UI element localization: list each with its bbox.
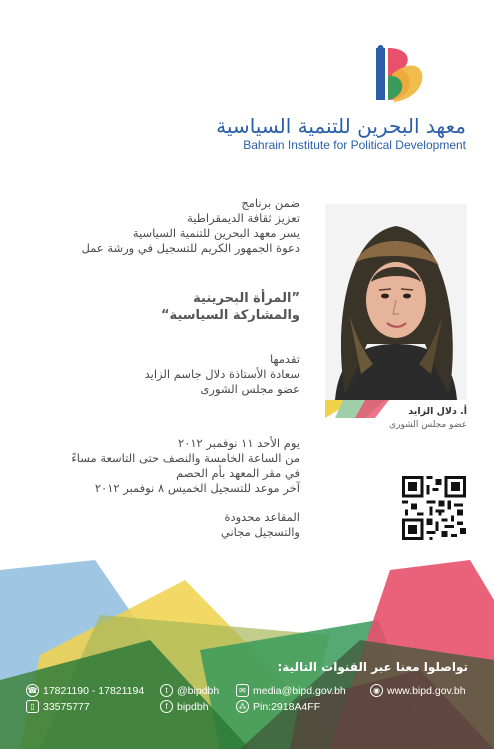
twitter-icon: t (160, 684, 173, 697)
presenter-line: عضو مجلس الشورى (200, 382, 300, 396)
intro-line: يسر معهد البحرين للتنمية السياسية (132, 226, 300, 240)
bbm-pin: Pin:2918A4FF (253, 700, 321, 713)
schedule-line: في مقر المعهد بأم الحصم (176, 466, 300, 480)
mobile-contact[interactable] (26, 700, 90, 713)
workshop-title-line: والمشاركة السياسية“ (161, 308, 300, 323)
speaker-name-caption: أ. دلال الزايد (408, 406, 467, 417)
event-schedule (40, 436, 300, 496)
schedule-line: آخر موعد للتسجيل الخميس ٨ نوفمبر ٢٠١٢ (94, 481, 300, 495)
seats-line: المقاعد محدودة (224, 510, 300, 524)
twitter-contact[interactable] (160, 684, 219, 697)
phone-contact[interactable] (26, 684, 144, 697)
schedule-line: يوم الأحد ١١ نوفمبر ٢٠١٢ (178, 436, 300, 450)
workshop-title (40, 290, 300, 324)
seats-note (40, 510, 300, 540)
presenter-line: سعادة الأستاذة دلال جاسم الزايد (144, 367, 300, 381)
bbm-icon: ⁂ (236, 700, 249, 713)
twitter-handle: @bipdbh (177, 684, 220, 697)
mobile-icon: ▯ (26, 700, 39, 713)
bbm-contact[interactable] (236, 700, 320, 713)
facebook-contact[interactable] (160, 700, 209, 713)
institute-name-english: Bahrain Institute for Political Development (243, 138, 466, 152)
bottom-graphic (0, 560, 494, 749)
intro-line: دعوة الجمهور الكريم للتسجيل في ورشة عمل (81, 241, 300, 255)
institute-logo-icon (376, 44, 432, 106)
intro-line: تعزيز ثقافة الديمقراطية (187, 211, 300, 225)
globe-icon: ◉ (370, 684, 383, 697)
qr-code-icon[interactable] (402, 476, 466, 540)
email-icon: ✉ (236, 684, 249, 697)
speaker-role-caption: عضو مجلس الشورى (389, 420, 467, 430)
facebook-handle: bipdbh (177, 700, 209, 713)
email-address: media@bipd.gov.bh (253, 684, 346, 697)
website-contact[interactable] (370, 684, 466, 697)
workshop-title-line: ”المرأة البحرينية (193, 291, 300, 306)
email-contact[interactable] (236, 684, 346, 697)
phone-icon: ☎ (26, 684, 39, 697)
facebook-icon: f (160, 700, 173, 713)
follow-us-label: تواصلوا معنا عبر القنوات التالية: (277, 660, 468, 674)
phone-number: 17821190 - 17821194 (43, 684, 145, 697)
seats-line: والتسجيل مجاني (220, 525, 300, 539)
intro-line: ضمن برنامج (241, 196, 300, 210)
presenter-info (40, 352, 300, 397)
presenter-line: تقدمها (269, 352, 300, 366)
intro-text (40, 196, 300, 256)
mobile-number: 33575777 (43, 700, 90, 713)
website-url: www.bipd.gov.bh (387, 684, 466, 697)
speaker-photo (325, 204, 467, 400)
schedule-line: من الساعة الخامسة والنصف حتى التاسعة مساءً (71, 451, 300, 465)
institute-name-arabic: معهد البحرين للتنمية السياسية (216, 114, 466, 138)
